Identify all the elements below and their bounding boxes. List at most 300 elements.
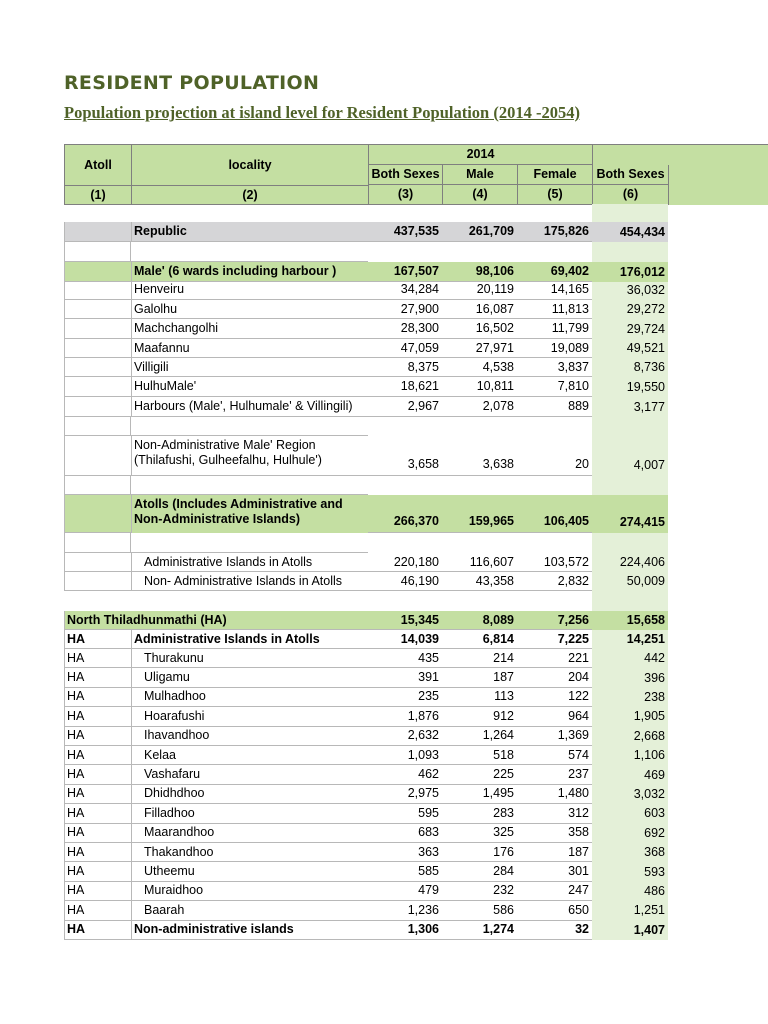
spacer-row <box>0 417 768 436</box>
value-cell-5 <box>517 262 592 282</box>
value-cell-3-text: 34,284 <box>400 282 439 296</box>
value-cell-6-text: 1,905 <box>633 709 665 724</box>
atoll-cell <box>64 746 131 765</box>
value-cell-5 <box>517 339 592 358</box>
locality-cell-text: Administrative Islands in Atolls <box>144 554 313 569</box>
value-cell-4 <box>442 262 517 282</box>
page-subtitle: Population projection at island level for Resident Population (2014 -2054) <box>64 103 580 122</box>
value-cell-4 <box>442 688 517 707</box>
value-cell-3 <box>368 921 442 940</box>
locality-cell-text: Uligamu <box>144 670 190 685</box>
value-cell-5 <box>517 688 592 707</box>
value-cell-3 <box>368 765 442 784</box>
locality-cell <box>131 668 368 687</box>
locality-cell <box>131 882 368 901</box>
value-cell-4 <box>442 280 517 300</box>
value-cell-4-text: 176 <box>493 844 514 859</box>
atoll-cell <box>64 707 131 726</box>
value-cell-5-text: 69,402 <box>550 264 589 278</box>
value-cell-3-text: 220,180 <box>393 554 439 569</box>
locality-cell-text: Atolls (Includes Administrative and Non-Administrative Islands) <box>134 497 343 526</box>
locality-cell <box>131 358 368 377</box>
locality-cell-text: Henveiru <box>134 282 185 296</box>
atoll-cell <box>64 280 131 300</box>
value-cell-4 <box>442 668 517 687</box>
atoll-cell-text: HA <box>67 689 85 704</box>
value-cell-3-text: 391 <box>418 670 439 685</box>
header-num-1-text: (1) <box>90 187 106 202</box>
value-cell-6 <box>592 553 668 572</box>
atoll-cell <box>64 882 131 901</box>
value-cell-3-text: 1,093 <box>407 747 439 762</box>
atoll-cell <box>64 901 131 920</box>
value-cell-4 <box>442 319 517 339</box>
value-cell-6-text: 15,658 <box>626 613 665 627</box>
value-cell-3 <box>368 843 442 862</box>
value-cell-3-text: 585 <box>418 864 439 879</box>
value-cell-5-text: 1,369 <box>557 728 589 743</box>
locality-cell <box>131 262 368 282</box>
value-cell-5-text: 301 <box>568 864 589 879</box>
table-row <box>0 339 768 358</box>
locality-cell <box>131 688 368 707</box>
atoll-cell <box>64 572 131 591</box>
atoll-cell <box>64 862 131 881</box>
atoll-cell <box>64 262 131 282</box>
value-cell-4-text: 325 <box>493 825 514 840</box>
value-cell-3 <box>368 495 442 533</box>
table-row <box>0 668 768 687</box>
value-cell-6 <box>592 901 668 920</box>
locality-cell-text: Thakandhoo <box>144 844 214 859</box>
value-cell-4 <box>442 611 517 630</box>
value-cell-6 <box>592 377 668 397</box>
table-row <box>0 630 768 649</box>
value-cell-3 <box>368 630 442 649</box>
value-cell-4 <box>442 630 517 649</box>
value-cell-4-text: 16,087 <box>475 301 514 316</box>
header-col-5-text: Female <box>533 167 577 181</box>
value-cell-4-text: 261,709 <box>468 224 514 238</box>
locality-cell-text: Mulhadhoo <box>144 689 206 704</box>
locality-cell-text: Non-Administrative Male' Region (Thilafushi, Gulheefalhu, Hulhule') <box>134 438 322 467</box>
value-cell-5 <box>517 572 592 591</box>
table-row <box>0 843 768 862</box>
value-cell-5-text: 7,256 <box>557 612 589 627</box>
spacer-locality <box>131 476 368 495</box>
locality-cell <box>131 572 368 591</box>
atoll-cell-text: HA <box>67 708 85 723</box>
value-cell-5 <box>517 611 592 630</box>
value-cell-3-text: 266,370 <box>393 514 439 528</box>
locality-cell-text: Utheemu <box>144 864 195 879</box>
value-cell-6 <box>592 688 668 707</box>
value-cell-6-text: 603 <box>644 806 665 821</box>
value-cell-5 <box>517 319 592 339</box>
value-cell-5 <box>517 495 592 533</box>
locality-cell-text: Kelaa <box>144 747 176 762</box>
value-cell-5-text: 175,826 <box>543 224 589 238</box>
value-cell-3 <box>368 862 442 881</box>
value-cell-3-text: 363 <box>418 844 439 859</box>
value-cell-6-text: 2,668 <box>633 728 665 743</box>
value-cell-5-text: 19,089 <box>550 340 589 355</box>
header-year-2014 <box>369 145 593 165</box>
value-cell-5-text: 7,810 <box>557 379 589 393</box>
value-cell-6 <box>592 630 668 649</box>
value-cell-6-text: 49,521 <box>626 341 665 355</box>
header-col-4 <box>443 165 518 185</box>
spacer-atoll <box>64 242 131 262</box>
value-cell-5 <box>517 397 592 417</box>
value-cell-3-text: 435 <box>418 650 439 665</box>
value-cell-4-text: 2,078 <box>482 399 514 413</box>
atoll-cell <box>64 397 131 417</box>
table-row <box>0 785 768 804</box>
locality-cell <box>131 300 368 319</box>
value-cell-4 <box>442 339 517 358</box>
locality-cell-text: Filladhoo <box>144 805 195 820</box>
value-cell-6-text: 36,032 <box>626 282 665 297</box>
table-row <box>0 495 768 533</box>
locality-cell <box>131 707 368 726</box>
value-cell-5 <box>517 668 592 687</box>
locality-cell <box>131 824 368 843</box>
locality-cell-text: Non-administrative islands <box>134 922 294 937</box>
value-cell-6 <box>592 862 668 881</box>
atoll-cell-text: HA <box>67 883 85 898</box>
value-cell-3 <box>368 572 442 591</box>
atoll-cell-text: HA <box>67 747 85 762</box>
locality-cell-text: Baarah <box>144 902 185 917</box>
value-cell-3-text: 8,375 <box>407 359 439 374</box>
locality-cell-text: Administrative Islands in Atolls <box>134 631 320 646</box>
header-col-5 <box>518 165 593 185</box>
table-row <box>0 727 768 746</box>
atoll-cell <box>64 319 131 339</box>
locality-cell <box>131 436 368 476</box>
atoll-cell <box>64 630 131 649</box>
value-cell-4 <box>442 824 517 843</box>
table-row <box>0 746 768 765</box>
atoll-cell <box>64 300 131 319</box>
value-cell-3-text: 235 <box>418 689 439 704</box>
locality-cell <box>131 765 368 784</box>
locality-cell-text: HulhuMale' <box>134 379 197 393</box>
atoll-cell-text: HA <box>67 902 85 917</box>
atoll-cell <box>64 649 131 668</box>
value-cell-5-text: 103,572 <box>543 554 589 569</box>
atoll-cell <box>64 688 131 707</box>
value-cell-5-text: 2,832 <box>557 573 589 588</box>
value-cell-5-text: 11,799 <box>551 321 589 335</box>
header-num-5 <box>518 185 593 205</box>
value-cell-3-text: 46,190 <box>400 573 439 588</box>
value-cell-6-text: 19,550 <box>626 379 665 394</box>
atoll-cell <box>64 358 131 377</box>
locality-cell-text: Republic <box>134 224 187 238</box>
value-cell-6-text: 442 <box>644 651 665 666</box>
value-cell-6 <box>592 262 668 282</box>
table-row <box>0 300 768 319</box>
value-cell-4-text: 4,538 <box>482 359 514 374</box>
value-cell-4 <box>442 553 517 572</box>
value-cell-3 <box>368 727 442 746</box>
value-cell-4-text: 1,264 <box>482 728 514 743</box>
locality-cell <box>131 495 368 533</box>
value-cell-6 <box>592 921 668 940</box>
value-cell-5 <box>517 824 592 843</box>
value-cell-5 <box>517 727 592 746</box>
value-cell-5-text: 187 <box>568 844 589 859</box>
locality-cell <box>64 611 368 630</box>
value-cell-4-text: 1,495 <box>482 786 514 801</box>
value-cell-5 <box>517 862 592 881</box>
locality-cell <box>131 339 368 358</box>
atoll-cell <box>64 921 131 940</box>
table-row <box>0 262 768 282</box>
value-cell-4-text: 586 <box>493 902 514 917</box>
value-cell-6-text: 29,724 <box>626 321 665 336</box>
value-cell-3 <box>368 882 442 901</box>
value-cell-6 <box>592 358 668 377</box>
value-cell-3-text: 462 <box>418 767 439 782</box>
locality-cell <box>131 727 368 746</box>
value-cell-3 <box>368 746 442 765</box>
locality-cell <box>131 649 368 668</box>
table-row <box>0 765 768 784</box>
table-row <box>0 319 768 339</box>
value-cell-5 <box>517 358 592 377</box>
atoll-cell <box>64 436 131 476</box>
header-num-1 <box>65 185 132 205</box>
atoll-cell <box>64 377 131 397</box>
value-cell-5 <box>517 746 592 765</box>
value-cell-6-text: 29,272 <box>626 302 665 316</box>
value-cell-4 <box>442 572 517 591</box>
value-cell-3 <box>368 319 442 339</box>
value-cell-5 <box>517 222 592 242</box>
value-cell-6-text: 593 <box>644 864 665 879</box>
value-cell-3-text: 595 <box>418 805 439 820</box>
atoll-cell <box>64 843 131 862</box>
value-cell-3-text: 47,059 <box>400 340 439 355</box>
value-cell-3-text: 2,632 <box>407 728 439 743</box>
value-cell-5 <box>517 785 592 804</box>
locality-cell-text: Villigili <box>134 359 169 374</box>
value-cell-3 <box>368 377 442 397</box>
value-cell-4-text: 3,638 <box>482 457 514 471</box>
spacer-row <box>0 476 768 495</box>
value-cell-6-text: 1,407 <box>633 922 665 937</box>
value-cell-4-text: 6,814 <box>482 631 514 646</box>
header-col-6-text: Both Sexes <box>596 167 665 181</box>
value-cell-6 <box>592 824 668 843</box>
value-cell-3 <box>368 649 442 668</box>
value-cell-6 <box>592 882 668 901</box>
value-cell-5-text: 574 <box>568 747 589 762</box>
header-locality-text: locality <box>228 157 272 172</box>
table-row <box>0 397 768 417</box>
locality-cell-text: Hoarafushi <box>144 708 205 723</box>
atoll-cell <box>64 727 131 746</box>
locality-cell <box>131 862 368 881</box>
value-cell-5 <box>517 280 592 300</box>
value-cell-3-text: 2,967 <box>407 399 439 413</box>
table-row <box>0 649 768 668</box>
value-cell-6 <box>592 611 668 630</box>
header-col-3-text: Both Sexes <box>371 167 440 181</box>
locality-cell <box>131 553 368 572</box>
atoll-cell-text: HA <box>67 670 85 685</box>
table-header <box>64 144 768 205</box>
atoll-cell-text: HA <box>67 728 85 743</box>
value-cell-3-text: 479 <box>418 883 439 898</box>
spacer-atoll <box>64 417 131 436</box>
value-cell-4-text: 284 <box>493 864 514 879</box>
value-cell-4 <box>442 300 517 319</box>
atoll-cell <box>64 339 131 358</box>
table-row <box>0 572 768 591</box>
atoll-cell-text: HA <box>67 650 85 665</box>
value-cell-5-text: 20 <box>575 457 589 471</box>
value-cell-4-text: 20,119 <box>476 282 514 296</box>
value-cell-3-text: 15,345 <box>400 612 439 627</box>
value-cell-6 <box>592 765 668 784</box>
value-cell-3 <box>368 262 442 282</box>
value-cell-6 <box>592 785 668 804</box>
atoll-cell <box>64 804 131 823</box>
value-cell-3 <box>368 300 442 319</box>
header-year-blank <box>593 145 705 165</box>
atoll-cell-text: HA <box>67 825 85 840</box>
value-cell-4-text: 1,274 <box>482 922 514 937</box>
value-cell-3-text: 1,306 <box>407 922 439 937</box>
value-cell-4-text: 27,971 <box>475 340 514 355</box>
value-cell-5-text: 204 <box>568 670 589 685</box>
value-cell-5-text: 650 <box>568 902 589 917</box>
atoll-cell-text: HA <box>67 844 85 859</box>
atoll-cell <box>64 553 131 572</box>
header-num-5-text: (5) <box>547 187 563 201</box>
table-row <box>0 436 768 476</box>
value-cell-6 <box>592 222 668 242</box>
atoll-cell <box>64 785 131 804</box>
atoll-cell-text: HA <box>67 922 86 937</box>
header-num-4 <box>443 185 518 205</box>
locality-cell-text: Maarandhoo <box>144 825 215 840</box>
value-cell-4-text: 16,502 <box>475 321 514 335</box>
value-cell-5 <box>517 804 592 823</box>
locality-cell-text: Ihavandhoo <box>144 728 210 743</box>
value-cell-6-text: 486 <box>644 883 665 898</box>
value-cell-6 <box>592 804 668 823</box>
table-row <box>0 611 768 630</box>
value-cell-6-text: 3,177 <box>633 399 665 414</box>
spacer-row <box>0 533 768 553</box>
locality-cell-text: Galolhu <box>134 301 178 316</box>
header-atoll-text: Atoll <box>84 157 112 172</box>
value-cell-4 <box>442 222 517 242</box>
table-row <box>0 358 768 377</box>
value-cell-3-text: 14,039 <box>400 631 439 646</box>
value-cell-5-text: 247 <box>568 883 589 898</box>
atoll-cell <box>64 495 131 533</box>
value-cell-6-text: 1,106 <box>633 748 665 763</box>
value-cell-5-text: 122 <box>568 689 589 704</box>
locality-cell <box>131 843 368 862</box>
header-col-4-text: Male <box>466 167 494 181</box>
value-cell-5 <box>517 553 592 572</box>
spacer-atoll <box>64 533 131 553</box>
locality-cell-text: North Thiladhunmathi (HA) <box>67 612 227 627</box>
value-cell-3 <box>368 222 442 242</box>
table-row <box>0 882 768 901</box>
table-row <box>0 824 768 843</box>
value-cell-6-text: 274,415 <box>619 515 665 529</box>
value-cell-4 <box>442 746 517 765</box>
table-row <box>0 222 768 242</box>
atoll-cell <box>64 824 131 843</box>
value-cell-3 <box>368 436 442 476</box>
value-cell-4-text: 116,607 <box>469 554 514 569</box>
locality-cell <box>131 901 368 920</box>
value-cell-5 <box>517 901 592 920</box>
value-cell-4 <box>442 727 517 746</box>
value-cell-5-text: 11,813 <box>551 301 589 316</box>
atoll-cell-text: HA <box>67 786 85 801</box>
value-cell-6-text: 396 <box>644 670 665 685</box>
value-cell-6 <box>592 707 668 726</box>
spacer-atoll <box>64 476 131 495</box>
header-atoll <box>65 145 132 185</box>
locality-cell-text: Thurakunu <box>144 650 204 665</box>
value-cell-4 <box>442 785 517 804</box>
value-cell-3-text: 683 <box>418 825 439 840</box>
value-cell-6-text: 8,736 <box>633 360 665 374</box>
atoll-cell-text: HA <box>67 767 85 782</box>
page-title: RESIDENT POPULATION <box>64 72 320 94</box>
value-cell-4 <box>442 765 517 784</box>
value-cell-6-text: 3,032 <box>633 786 665 801</box>
spacer-row <box>0 242 768 262</box>
header-num-4-text: (4) <box>472 187 488 201</box>
value-cell-6-text: 692 <box>644 825 665 840</box>
value-cell-5-text: 237 <box>568 767 589 782</box>
locality-cell-text: Vashafaru <box>144 767 201 782</box>
value-cell-5-text: 358 <box>568 825 589 840</box>
value-cell-3 <box>368 553 442 572</box>
value-cell-5-text: 3,837 <box>557 359 589 374</box>
value-cell-3 <box>368 901 442 920</box>
value-cell-6 <box>592 319 668 339</box>
value-cell-5 <box>517 300 592 319</box>
locality-cell-text: Male' (6 wards including harbour ) <box>134 264 337 278</box>
locality-cell <box>131 785 368 804</box>
value-cell-4-text: 214 <box>493 650 514 665</box>
value-cell-5-text: 964 <box>568 708 589 723</box>
atoll-cell-text: HA <box>67 864 85 879</box>
value-cell-3-text: 1,876 <box>407 708 439 723</box>
value-cell-4-text: 187 <box>493 670 514 685</box>
table-row <box>0 804 768 823</box>
value-cell-4 <box>442 707 517 726</box>
value-cell-4-text: 912 <box>493 708 514 723</box>
table-row <box>0 688 768 707</box>
table-row <box>0 280 768 300</box>
header-num-3-text: (3) <box>397 187 414 201</box>
value-cell-4-text: 232 <box>493 883 514 898</box>
